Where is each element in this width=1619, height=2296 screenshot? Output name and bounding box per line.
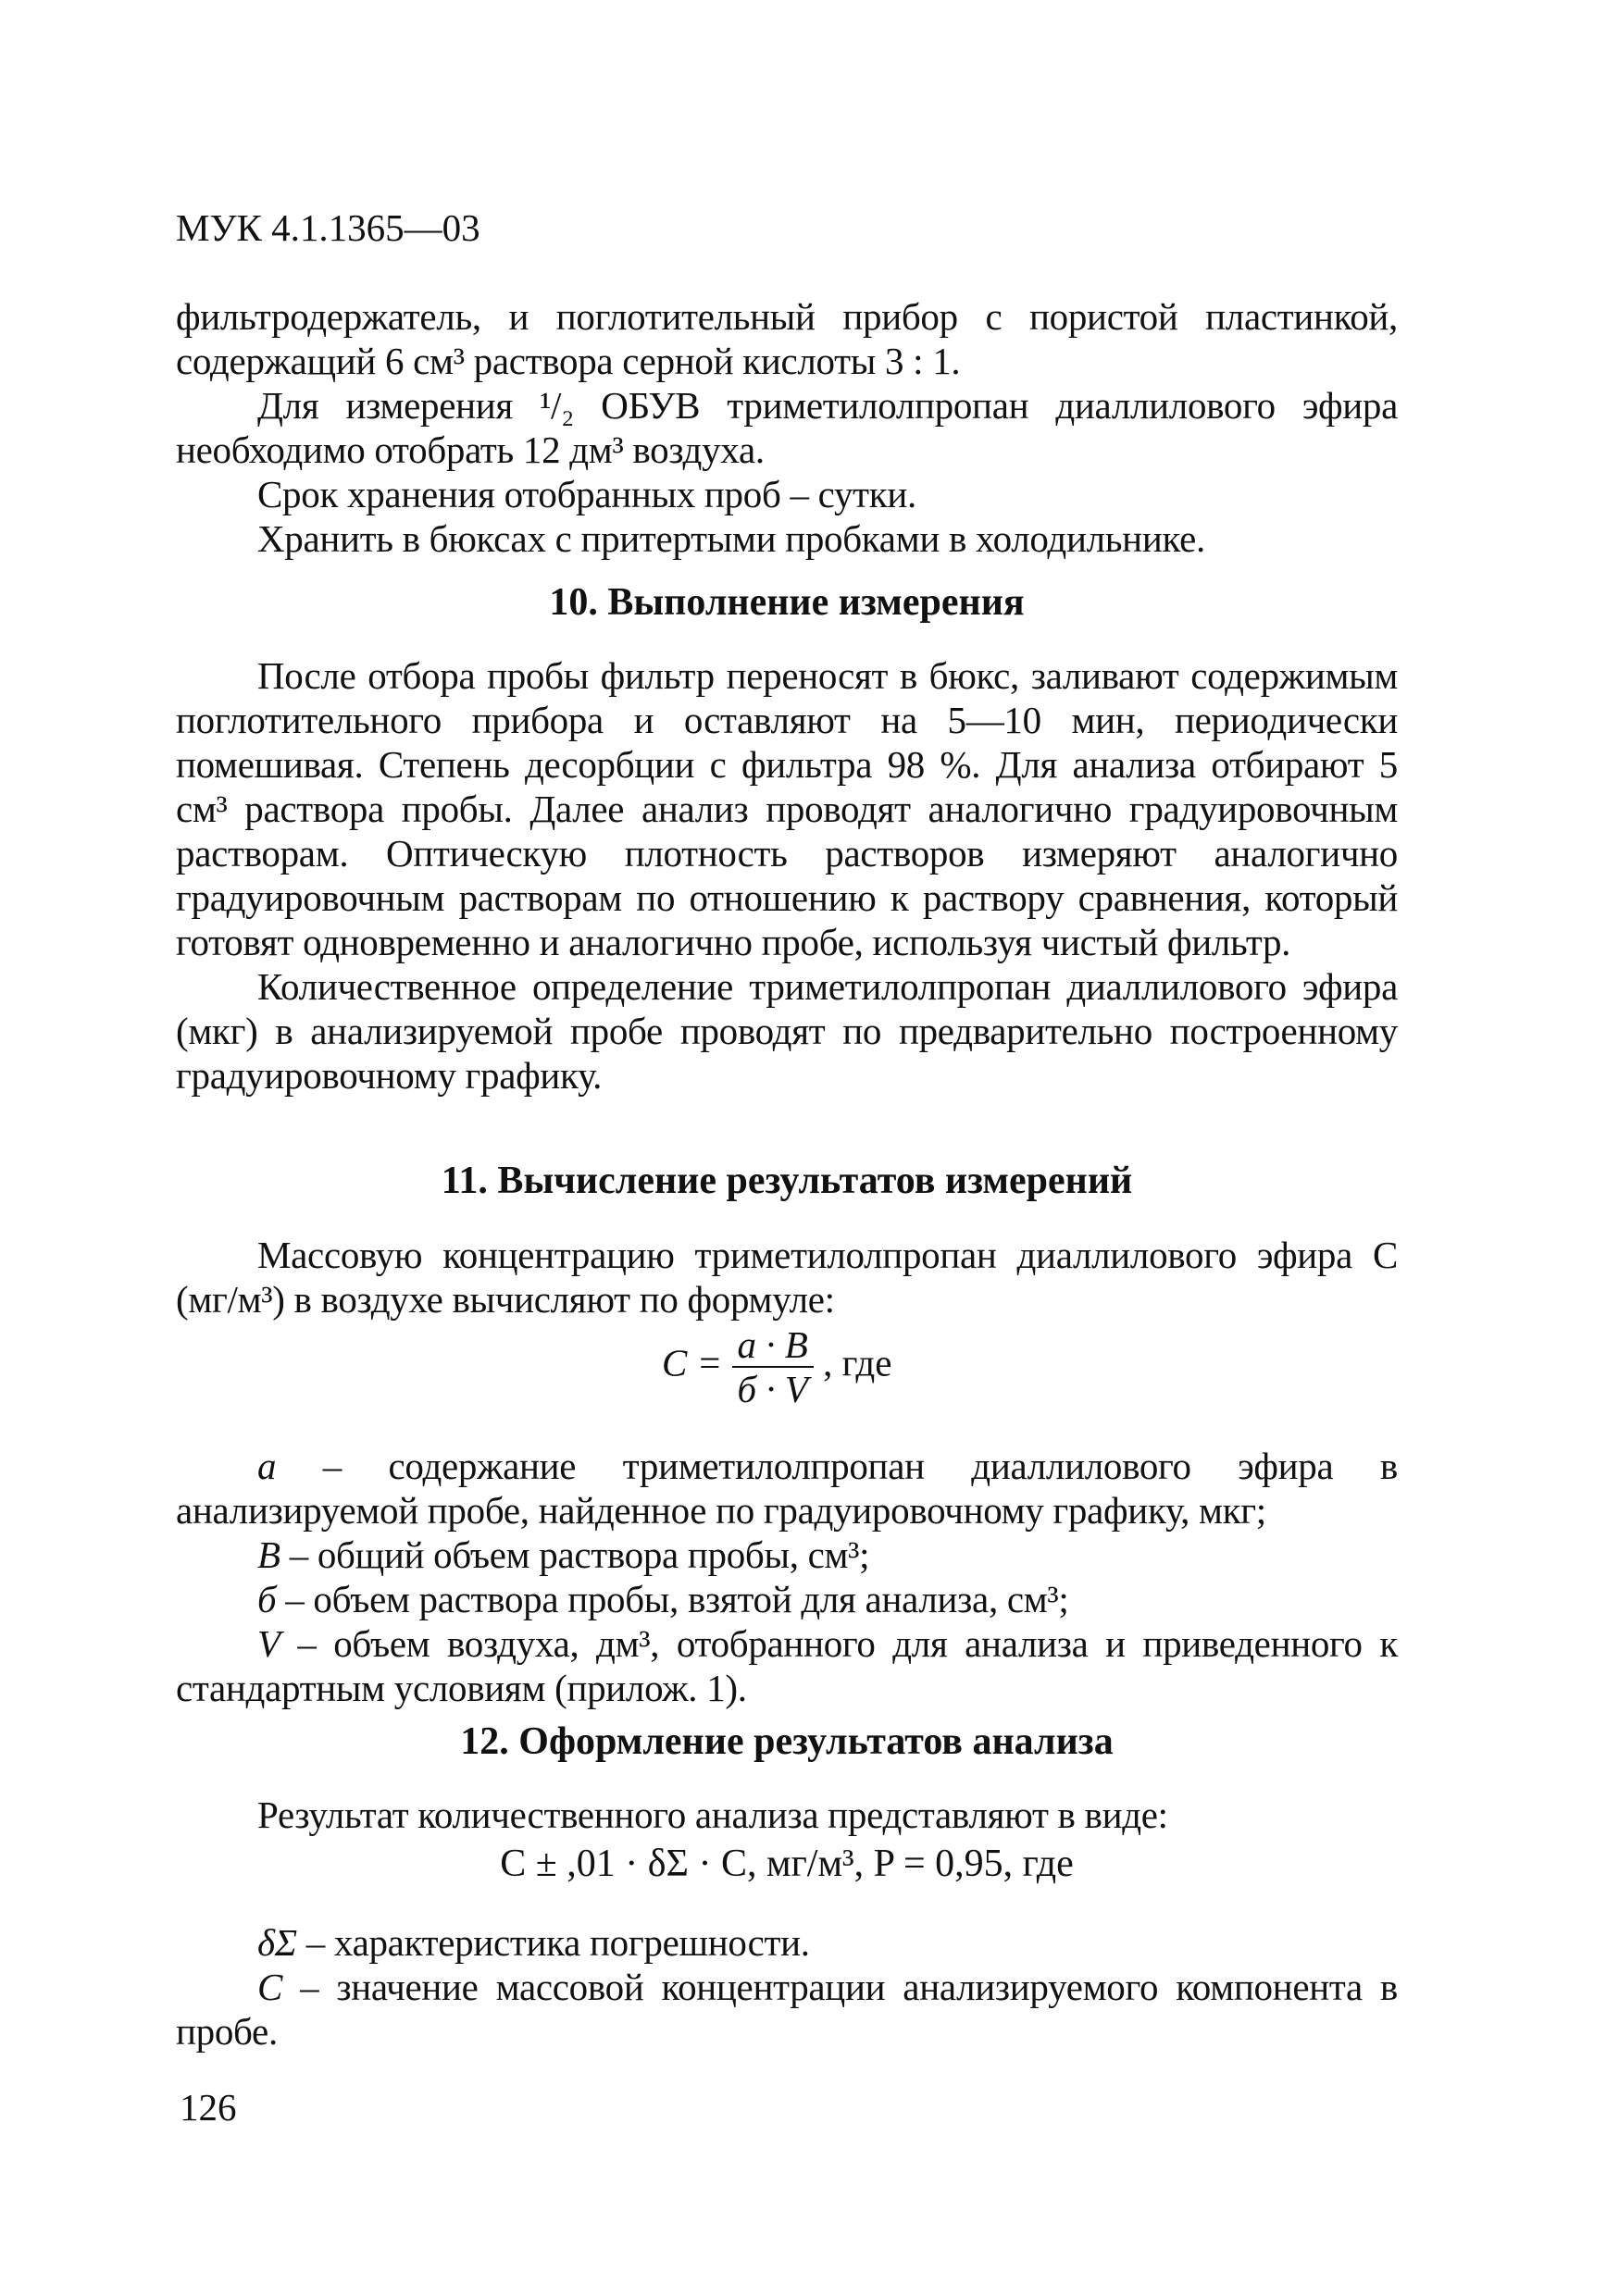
definition-text: – значение массовой концентрации анализируемого компонента в пробе. xyxy=(176,1966,1398,2053)
formula-lhs: C = xyxy=(662,1341,723,1384)
definition-text: – объем раствора пробы, взятой для анализа, см³; xyxy=(276,1578,1069,1620)
definition-c xyxy=(176,1965,1398,2054)
section-10-paragraph-1: После отбора пробы фильтр переносят в бюкс, заливают содержимым поглотительного прибора и оставляют на 5—10 мин, периодически помешивая. Степень десорбции с фильтра 98 %. Для анализа отбирают 5 см³ раствора пробы. Далее анализ проводят аналогично градуировочным растворам. Оптическую плотность растворов измеряют аналогично градуировочным растворам по отношению к раствору сравнения, который готовят одновременно и аналогично пробе, используя чистый фильтр. xyxy=(176,654,1398,963)
definition-text: – общий объем раствора пробы, см³; xyxy=(280,1533,870,1576)
definition-symbol: B xyxy=(257,1533,280,1576)
formula-denominator: б · V xyxy=(737,1368,808,1410)
result-formula: C ± ,01 · δΣ · C, мг/м³, P = 0,95, где xyxy=(500,1843,1074,1885)
formula-suffix: , где xyxy=(823,1341,892,1384)
definition-symbol: б xyxy=(257,1578,277,1620)
section-11-title: 11. Вычисление результатов измерений xyxy=(441,1160,1133,1202)
definition-text: – характеристика погрешности. xyxy=(296,1921,810,1964)
definition-v xyxy=(176,1621,1398,1710)
section-12-paragraph-1: Результат количественного анализа представляют в виде: xyxy=(257,1793,1168,1836)
intro-paragraph-4: Хранить в бюксах с притертыми пробками в холодильнике. xyxy=(257,517,1205,560)
definition-symbol: a xyxy=(257,1445,277,1487)
section-10-title: 10. Выполнение измерения xyxy=(549,581,1025,624)
section-11-definitions xyxy=(176,1444,1398,1710)
section-12-definitions xyxy=(176,1920,1398,2054)
section-11-paragraph-1: Массовую концентрацию триметилолпропан диаллилового эфира С (мг/м³) в воздухе вычисляют по формуле: xyxy=(176,1234,1398,1321)
definition-text: – содержание триметилолпропан диаллилового эфира в анализируемой пробе, найденное по градуировочному графику, мкг; xyxy=(176,1445,1398,1532)
intro-paragraph-2: Для измерения ¹/₂ ОБУВ триметилолпропан диаллилового эфира необходимо отобрать 12 дм³ воздуха. xyxy=(176,384,1398,471)
section-12-intro xyxy=(176,1793,1398,1837)
document-code: МУК 4.1.1365—03 xyxy=(176,206,480,249)
section-11-intro xyxy=(176,1233,1398,1322)
formula-fraction xyxy=(732,1325,814,1409)
section-12-title: 12. Оформление результатов анализа xyxy=(460,1720,1114,1763)
concentration-formula xyxy=(662,1325,891,1409)
definition-b-upper xyxy=(176,1533,1398,1577)
intro-paragraph-3: Срок хранения отобранных проб – сутки. xyxy=(257,473,917,515)
page-number: 126 xyxy=(180,2086,237,2128)
definition-symbol: C xyxy=(257,1966,283,2008)
definition-symbol: δΣ xyxy=(257,1921,297,1964)
definition-a xyxy=(176,1444,1398,1533)
definition-b-lower xyxy=(176,1577,1398,1621)
section-10-paragraph-2: Количественное определение триметилолпропан диаллилового эфира (мкг) в анализируемой пробе проводят по предварительно построенному градуировочному графику. xyxy=(176,965,1398,1097)
section-10-body xyxy=(176,653,1398,1098)
intro-paragraph-1: фильтродержатель, и поглотительный прибор с пористой пластинкой, содержащий 6 см³ раствора серной кислоты 3 : 1. xyxy=(176,295,1398,382)
definition-delta xyxy=(176,1920,1398,1965)
intro-block xyxy=(176,294,1398,561)
definition-symbol: V xyxy=(257,1622,280,1665)
formula-numerator: a · B xyxy=(732,1325,814,1368)
definition-text: – объем воздуха, дм³, отобранного для анализа и приведенного к стандартным условиям (прилож. 1). xyxy=(176,1622,1398,1709)
